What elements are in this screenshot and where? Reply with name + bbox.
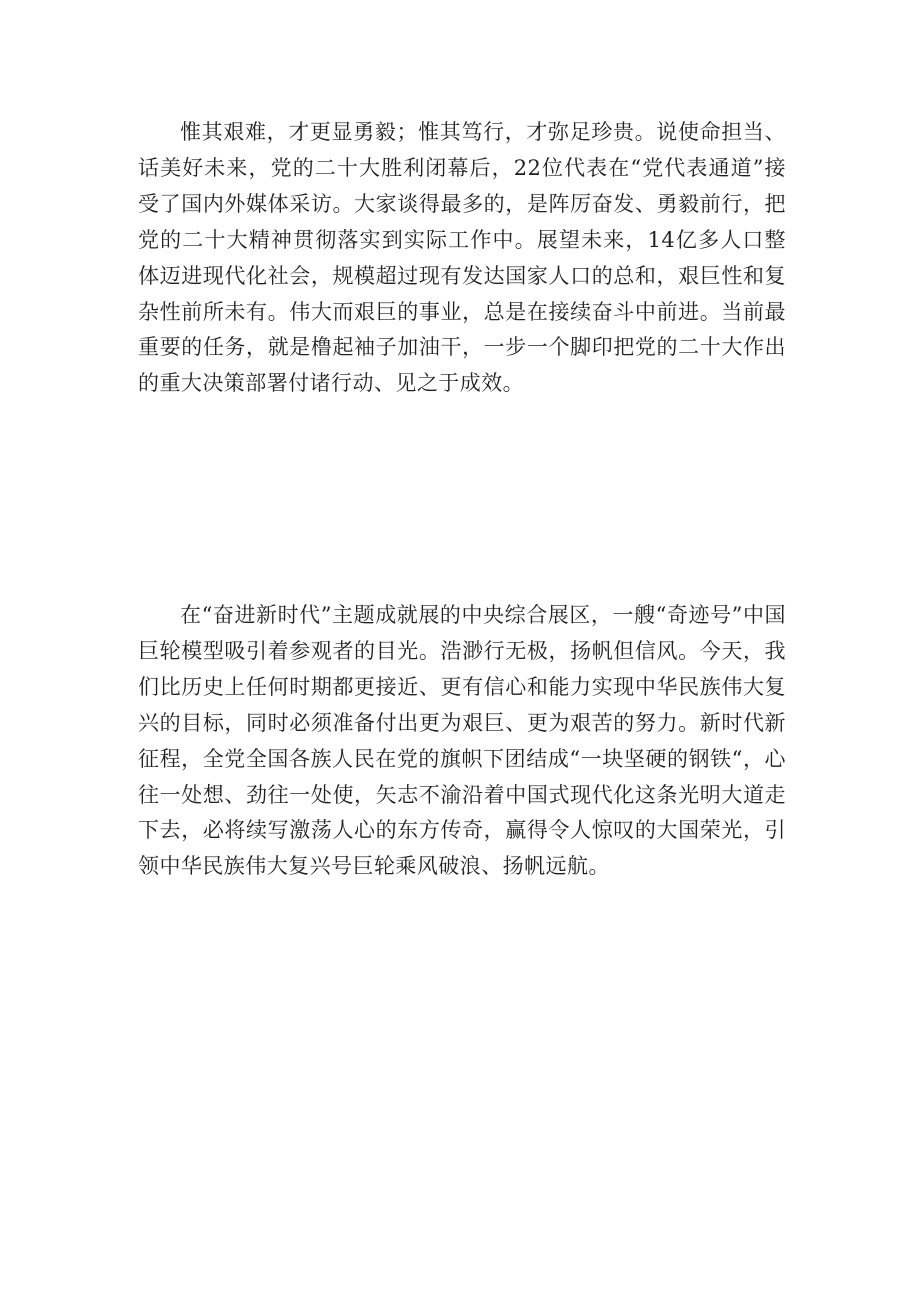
paragraph-1: 惟其艰难，才更显勇毅；惟其笃行，才弥足珍贵。说使命担当、话美好未来，党的二十大胜利闭幕后，22位代表在“党代表通道”接受了国内外媒体采访。大家谈得最多的，是阵厉奋发、勇毅前行，把党的二十大精神贯彻落实到实际工作中。展望未来，14亿多人口整体迈进现代化社会，规模超过现有发达国家人口的总和，艰巨性和复杂性前所未有。伟大而艰巨的事业，总是在接续奋斗中前进。当前最重要的任务，就是橹起袖子加油干，一步一个脚印把党的二十大作出的重大决策部署付诸行动、见之于成效。 (138, 120, 786, 396)
paragraph-2: 在“奋进新时代”主题成就展的中央综合展区，一艘“奇迹号”中国巨轮模型吸引着参观者的目光。浩渺行无极，扬帆但信风。今天，我们比历史上任何时期都更接近、更有信心和能力实现中华民族伟大复兴的目标，同时必须准备付出更为艰巨、更为艰苦的努力。新时代新征程，全党全国各族人民在党的旗帜下团结成“一块坚硬的钢铁“，心往一处想、劲往一处使，矢志不渝沿着中国式现代化这条光明大道走下去，必将续写激荡人心的东方传奇，赢得令人惊叹的大国荣光，引领中华民族伟大复兴号巨轮乘风破浪、扬帆远航。 (138, 603, 786, 879)
